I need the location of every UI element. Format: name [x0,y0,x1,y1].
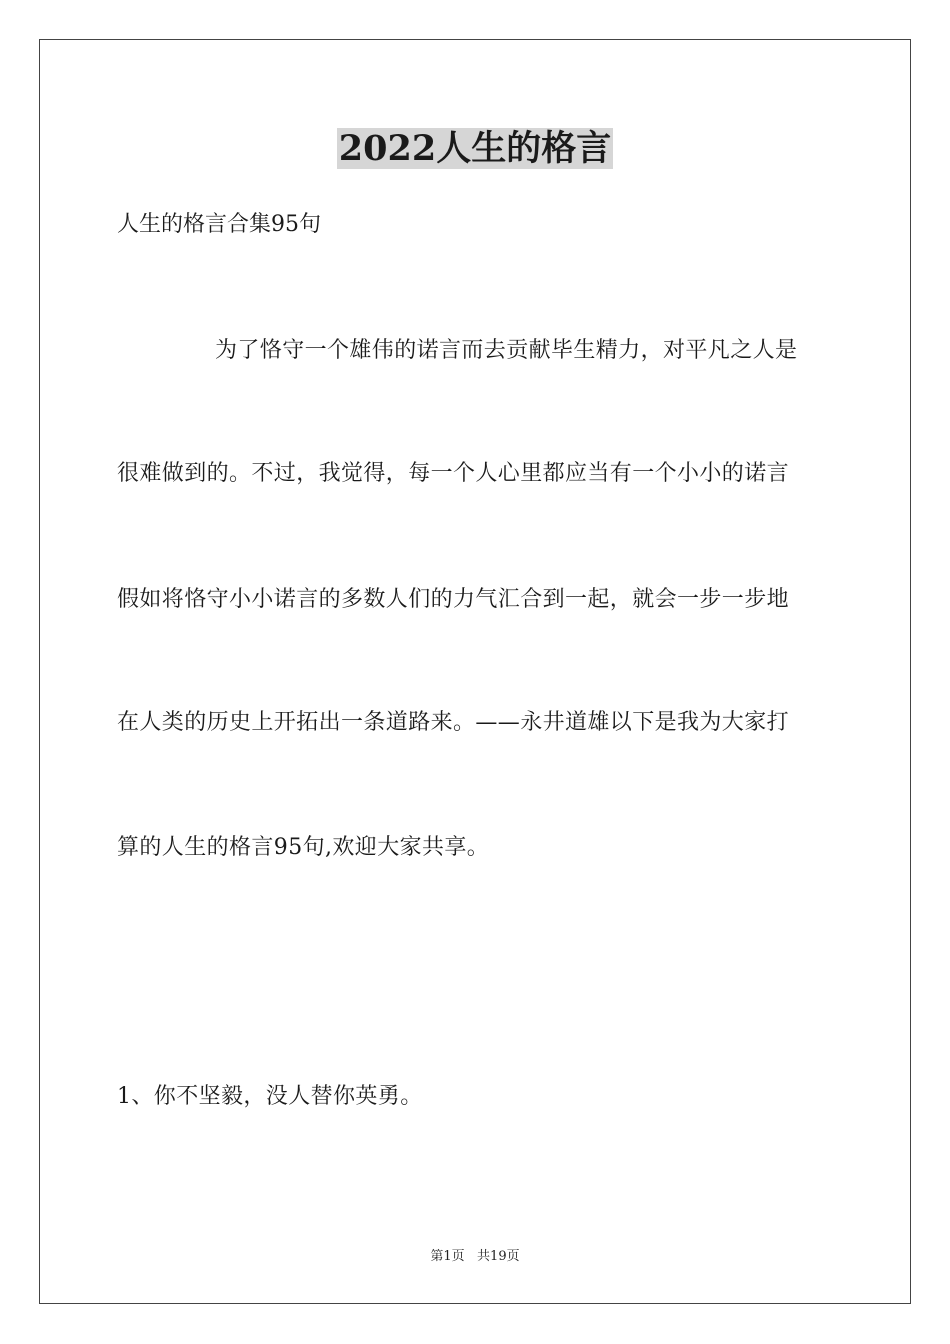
intro-paragraph-line: 假如将恪守小小诺言的多数人们的力气汇合到一起，就会一步一步地 [117,587,790,612]
intro-paragraph-line: 算的人生的格言95句,欢迎大家共享。 [117,835,490,860]
document-title [0,128,950,170]
document-title-text: 2022人生的格言 [338,128,612,169]
page-footer: 第1页 共19页 [430,1249,520,1264]
intro-paragraph-line: 很难做到的。不过，我觉得，每一个人心里都应当有一个小小的诺言 [117,461,790,486]
intro-paragraph-line: 为了恪守一个雄伟的诺言而去贡献毕生精力，对平凡之人是 [215,338,798,363]
intro-paragraph-line: 在人类的历史上开拓出一条道路来。——永井道雄以下是我为大家打 [117,710,790,735]
document-subtitle: 人生的格言合集95句 [117,212,321,237]
quote-item: 1、你不坚毅，没人替你英勇。 [117,1084,423,1109]
